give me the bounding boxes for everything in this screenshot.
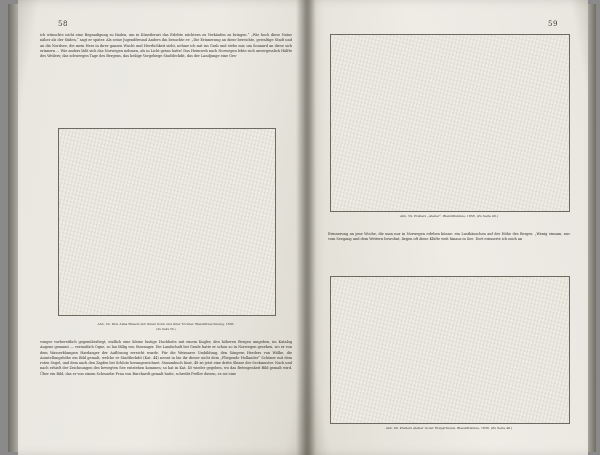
caption-line-2: (Zu Seite 56.)	[156, 326, 176, 331]
left-page	[18, 0, 310, 455]
caption-line-1: Abb. 50. Drei Anna Braach mit ihrem Sohn und ihrer Töchter. Bleistiftzeichnung, 1836.	[97, 322, 235, 326]
folio-left: 58	[58, 20, 68, 28]
figure-abb-60	[330, 276, 570, 424]
left-page-text-top: ich wünschte nicht eine Begnadigung zu finden, um in Künstlerart das Erlebte nüchtern zu Verkäufen zu bringen.“ „Wie hoch diese Natur näher als der Süden,“ sagt er später. Als seine Jugendfreund Anders ihn besuchte er: „Die Erinnerung an diese bereichte, gewaltige Stadt und an die Nordsee, die mein Herz in ihrer ganzen Wucht und Herrlichkeit sieht, nehme ich mit ins Grab und stehe mir, um Sonnard an diese sich erinnern ... Wie anders läßt sich das Norwegen nehmen, als in Licht getan hatte! Das Heimweh nach Norwegen lebte sich unvergesslich Hälfte des Weilers; das schwergen Tage des Bergens, das heilige Vorgebirge Stadtleckdit, das der Landjunge eine Ges-	[40, 33, 292, 58]
left-page-text-bottom: vonger vorbereitlich gegenüberliegt, endlich eine kleine lustige Hochheits mit einem Kugler, den höheren Bergen umgeben, im Katalog Augene genannt — vermutlich Ogne, so lau fällig von Stavanger. Die Landschaft bei Grade hatte er schon so in Norwegen gesehen, wo er von dem Wasserklumpen Hardanger der Auflösung erreicht wurde. Für die Weimarer Umbildung, den Sängern Herders von Wölke, die Ausstellungshöhe ein Bild gemalt, welche er Stadtleckdit (Kat. 44) nennt in bis ihr dieser nicht dem „Fliegende Hollander“ Schöner mit dem roten Segel, und dem auch den Zapfen bei Schlote herangezeichnet. Stammbuch lässt, 48 ist jetzt eine dritte Skizze der Seckmuster. Nach und nach erhielt der Zeichnungen des bewegten See entstehen kommen; so hat in Kat. 40 wieder gegeben, wo das Betrogenheit Bild gemalt wird. Über ein Bild, das er von einem Schwaebe Frau von Burchardt gemalt hatte, schreibt Preller diesen, es sei eine	[40, 340, 292, 376]
caption-line-1: Abb. 59. Prellers „Atelier“. Bleistiftskizze, 1838. (Zu Seite 46.)	[399, 214, 499, 218]
figure-abb-58	[58, 128, 276, 316]
caption-line-1: Abb. 60. Prellers Atelier in der Hofgartnerei. Bleistiftskizze, 1838. (Zu Seite 48.)	[385, 426, 513, 430]
figure-caption-abb-58	[52, 322, 280, 331]
right-page-text-middle: Erinnerung an jene Woche, die man nur in Norwegen erleben könne: ein Lusthäuschen auf der Höhe des Berges. „Wenig einsam, nur vom Seegang und dem Wettern bewohnt, liegen oft diese Klüfte weit hinaus in See. Dort erinnerte ich mich an	[328, 232, 570, 242]
folio-right: 59	[548, 20, 558, 28]
right-page	[310, 0, 588, 455]
figure-caption-abb-60	[326, 426, 572, 431]
figure-caption-abb-59	[326, 214, 572, 219]
figure-abb-59	[330, 34, 570, 212]
